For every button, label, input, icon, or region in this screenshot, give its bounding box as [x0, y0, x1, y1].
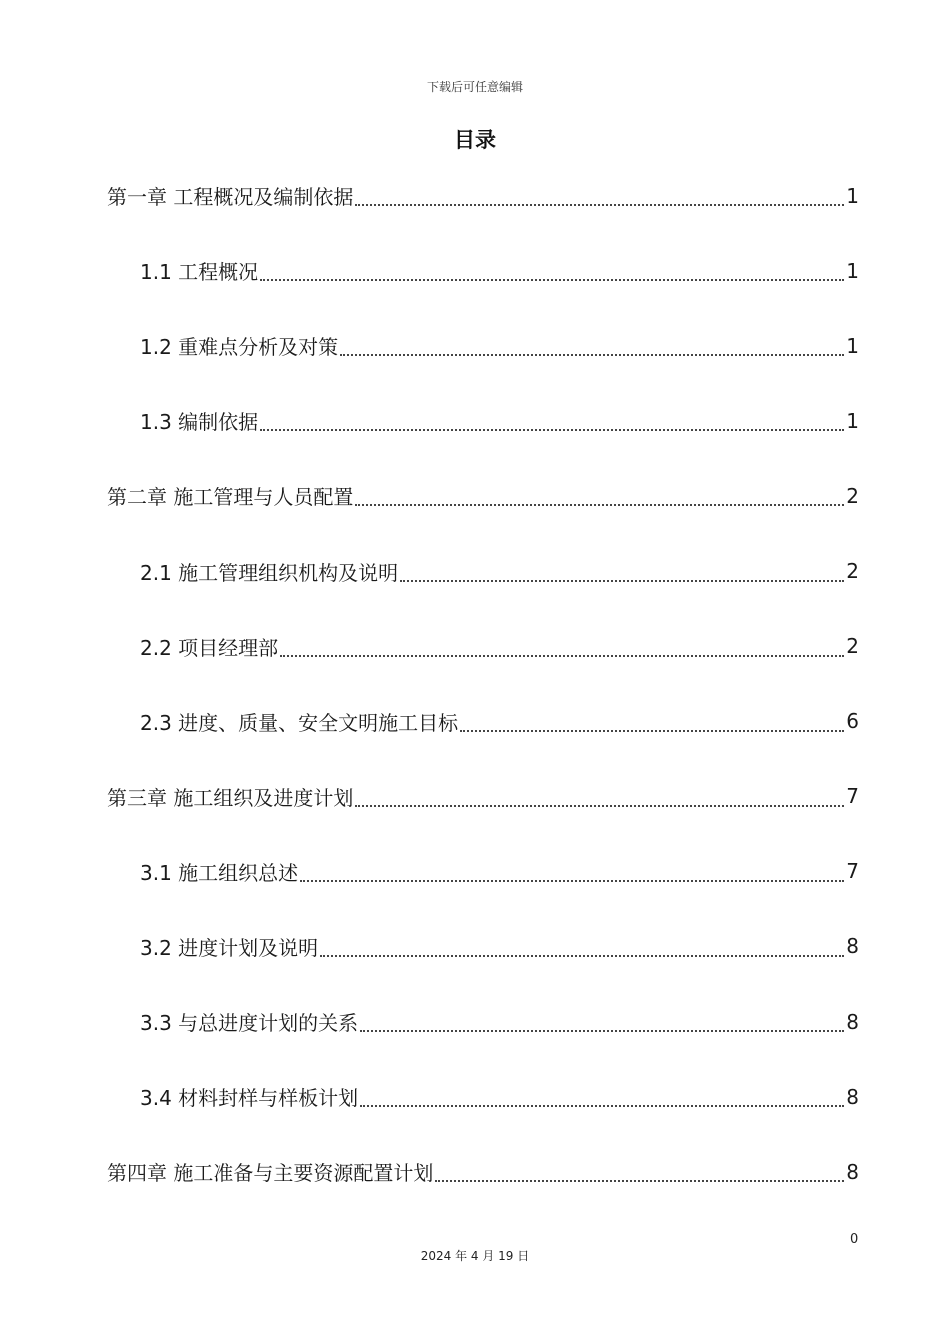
- toc-entry-3-2[interactable]: [107, 909, 859, 984]
- toc-entry-label: 3.2 进度计划及说明: [140, 935, 319, 960]
- dot-leader: [360, 1030, 844, 1032]
- toc-entry-label: 3.4 材料封样与样板计划: [140, 1086, 359, 1111]
- toc-entry-page: 8: [846, 1009, 859, 1034]
- toc-entry-label: 第二章 施工管理与人员配置: [107, 485, 354, 510]
- toc-entry-3-4[interactable]: [107, 1059, 859, 1134]
- toc-entry-label: 2.3 进度、质量、安全文明施工目标: [140, 710, 459, 735]
- toc-entry-page: 2: [846, 634, 859, 659]
- toc-entry-page: 2: [846, 483, 859, 508]
- dot-leader: [355, 204, 844, 206]
- toc-entry-page: 1: [846, 333, 859, 358]
- toc-entry-1-2[interactable]: [107, 308, 859, 383]
- toc-entry-2-2[interactable]: [107, 609, 859, 684]
- toc-entry-page: 1: [846, 258, 859, 283]
- dot-leader: [340, 354, 844, 356]
- dot-leader: [435, 1180, 844, 1182]
- dot-leader: [355, 805, 844, 807]
- toc-entry-label: 3.1 施工组织总述: [140, 860, 299, 885]
- toc-entry-label: 第三章 施工组织及进度计划: [107, 785, 354, 810]
- dot-leader: [320, 955, 844, 957]
- dot-leader: [300, 880, 844, 882]
- toc-entry-3-3[interactable]: [107, 984, 859, 1059]
- dot-leader: [400, 580, 844, 582]
- table-of-contents: [107, 158, 859, 1209]
- toc-entry-page: 7: [846, 784, 859, 809]
- toc-entry-label: 第四章 施工准备与主要资源配置计划: [107, 1161, 434, 1186]
- toc-entry-page: 7: [846, 859, 859, 884]
- toc-entry-page: 8: [846, 934, 859, 959]
- toc-entry-3-1[interactable]: [107, 834, 859, 909]
- toc-entry-chapter-4[interactable]: [107, 1134, 859, 1209]
- toc-entry-page: 8: [846, 1084, 859, 1109]
- footer-date: 2024 年 4 月 19 日: [420, 1249, 530, 1263]
- toc-entry-page: 2: [846, 559, 859, 584]
- toc-entry-label: 2.2 项目经理部: [140, 635, 279, 660]
- toc-entry-label: 1.2 重难点分析及对策: [140, 335, 339, 360]
- dot-leader: [280, 655, 844, 657]
- dot-leader: [260, 429, 844, 431]
- toc-entry-page: 6: [846, 709, 859, 734]
- toc-entry-label: 第一章 工程概况及编制依据: [107, 185, 354, 210]
- toc-entry-1-3[interactable]: [107, 383, 859, 458]
- toc-title: 目录: [454, 128, 496, 152]
- dot-leader: [360, 1105, 844, 1107]
- toc-entry-label: 1.3 编制依据: [140, 410, 259, 435]
- toc-entry-2-3[interactable]: [107, 684, 859, 759]
- dot-leader: [355, 504, 844, 506]
- toc-entry-chapter-2[interactable]: [107, 458, 859, 533]
- toc-entry-label: 3.3 与总进度计划的关系: [140, 1011, 359, 1036]
- toc-entry-2-1[interactable]: [107, 533, 859, 608]
- dot-leader: [460, 730, 844, 732]
- page-number: 0: [850, 1232, 859, 1247]
- toc-entry-page: 8: [846, 1159, 859, 1184]
- dot-leader: [260, 279, 844, 281]
- header-note: 下载后可任意编辑: [426, 80, 523, 94]
- toc-entry-page: 1: [846, 183, 859, 208]
- toc-entry-label: 2.1 施工管理组织机构及说明: [140, 560, 399, 585]
- toc-entry-1-1[interactable]: [107, 233, 859, 308]
- toc-entry-chapter-1[interactable]: [107, 158, 859, 233]
- toc-entry-chapter-3[interactable]: [107, 759, 859, 834]
- toc-entry-page: 1: [846, 408, 859, 433]
- toc-entry-label: 1.1 工程概况: [140, 260, 259, 285]
